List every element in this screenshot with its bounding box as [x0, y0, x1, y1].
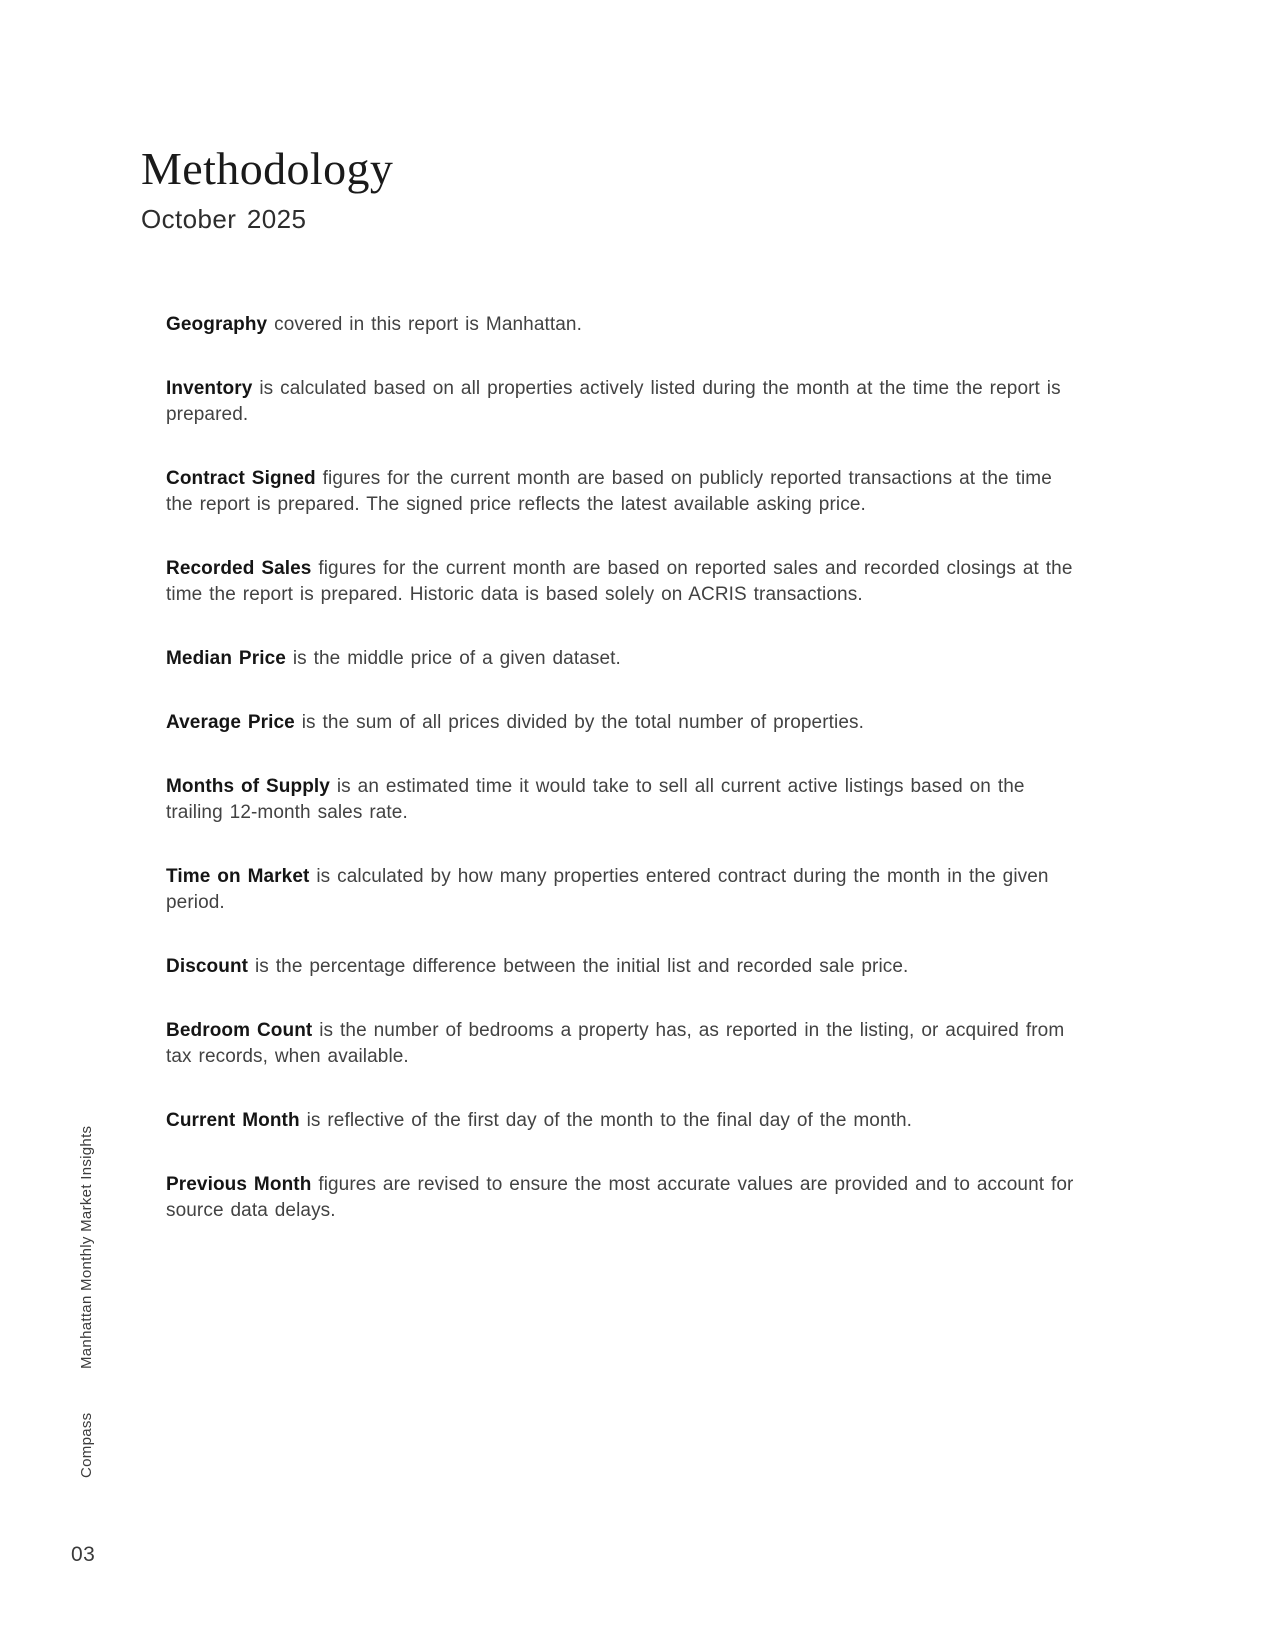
definition-item: [166, 1018, 1082, 1070]
definition-item: [166, 1108, 1082, 1134]
definition-term: Current Month: [166, 1110, 300, 1131]
definition-text: is the percentage difference between the initial list and recorded sale price.: [254, 956, 909, 977]
definition-term: Geography: [166, 314, 268, 335]
definition-item: [166, 376, 1082, 428]
methodology-definitions: [166, 312, 1082, 1262]
definition-term: Inventory: [166, 378, 253, 399]
definition-term: Time on Market: [166, 866, 310, 887]
definition-item: [166, 774, 1082, 826]
definition-term: Recorded Sales: [166, 558, 312, 579]
report-date: October 2025: [141, 204, 307, 234]
definition-text: covered in this report is Manhattan.: [274, 314, 582, 335]
definition-item: [166, 954, 1082, 980]
sidebar-brand-label: Compass: [78, 1412, 95, 1478]
definition-text: is the sum of all prices divided by the total number of properties.: [301, 712, 864, 733]
definition-term: Previous Month: [166, 1174, 312, 1195]
definition-term: Contract Signed: [166, 468, 316, 489]
definition-text: is the middle price of a given dataset.: [292, 648, 621, 669]
definition-item: [166, 646, 1082, 672]
definition-item: [166, 1172, 1082, 1224]
definition-term: Bedroom Count: [166, 1020, 313, 1041]
definition-text: is an estimated time it would take to sell all current active listings based on the trailing 12-month sales rate.: [166, 776, 1025, 823]
definition-item: [166, 466, 1082, 518]
definition-text: is the number of bedrooms a property has, as reported in the listing, or acquired from tax records, when available.: [166, 1020, 1065, 1067]
definition-text: is reflective of the first day of the month to the final day of the month.: [306, 1110, 913, 1131]
page-header: [141, 143, 393, 234]
definition-text: figures for the current month are based on reported sales and recorded closings at the time the report is prepared. Historic data is based solely on ACRIS transactions.: [166, 558, 1073, 605]
definition-text: is calculated by how many properties entered contract during the month in the given period.: [166, 866, 1049, 913]
definition-item: [166, 710, 1082, 736]
definition-term: Discount: [166, 956, 249, 977]
definition-text: figures for the current month are based on publicly reported transactions at the time the report is prepared. The signed price reflects the latest available asking price.: [166, 468, 1052, 515]
definition-term: Average Price: [166, 712, 295, 733]
definition-text: figures are revised to ensure the most accurate values are provided and to account for source data delays.: [166, 1174, 1074, 1221]
definition-text: is calculated based on all properties actively listed during the month at the time the report is prepared.: [166, 378, 1061, 425]
definition-term: Median Price: [166, 648, 286, 669]
sidebar-report-title: Manhattan Monthly Market Insights: [78, 1125, 95, 1369]
page-title: Methodology: [141, 143, 394, 194]
definition-item: [166, 864, 1082, 916]
definition-item: [166, 312, 1082, 338]
definition-term: Months of Supply: [166, 776, 330, 797]
definition-item: [166, 556, 1082, 608]
page-number: 03: [71, 1543, 96, 1566]
